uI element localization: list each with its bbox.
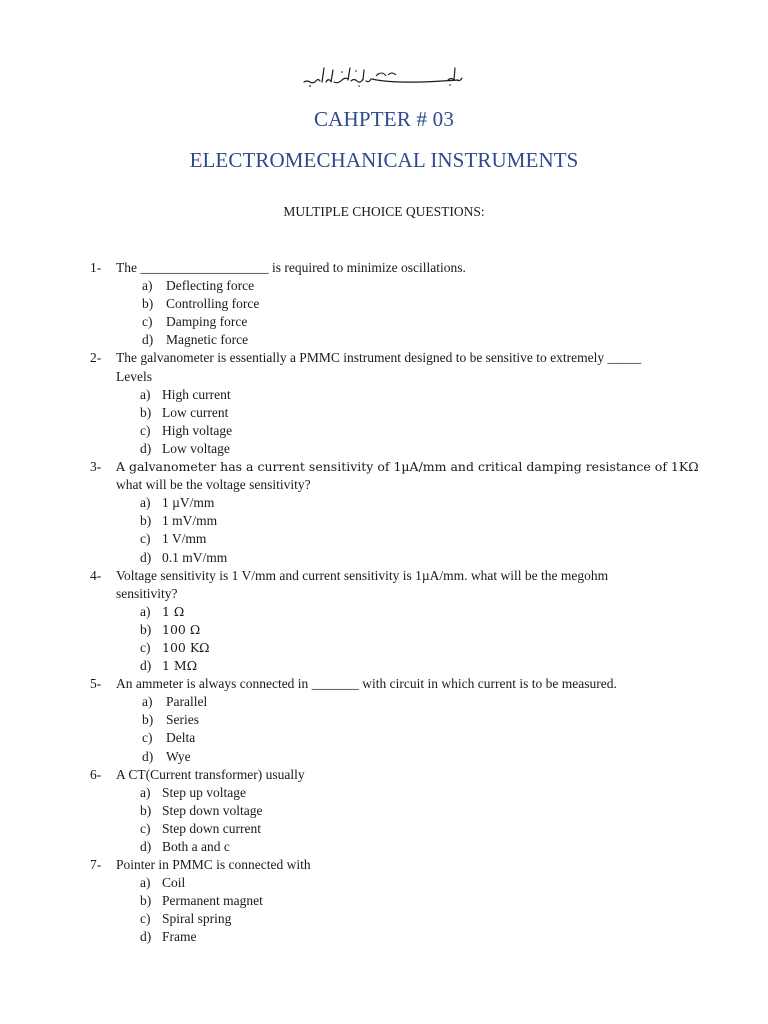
option-letter: d): [142, 332, 154, 348]
question-line: Pointer in PMMC is connected with: [116, 857, 311, 873]
option-letter: b): [142, 296, 154, 312]
question-item: [90, 458, 730, 567]
option-text: 100 KΩ: [162, 639, 210, 655]
answer-option: [90, 422, 730, 440]
answer-option: [90, 295, 730, 313]
question-number: 5-: [90, 676, 102, 692]
option-letter: d): [140, 440, 152, 456]
option-letter: b): [140, 621, 152, 637]
option-text: Controlling force: [166, 296, 260, 312]
question-text-continued: [90, 585, 730, 603]
answer-option: [90, 621, 730, 639]
answer-option: [90, 802, 730, 820]
question-text: [90, 675, 730, 693]
question-text: [90, 856, 730, 874]
question-text: [90, 259, 730, 277]
option-letter: a): [140, 386, 151, 402]
answer-option: [90, 386, 730, 404]
question-text-continued: [90, 368, 730, 386]
question-item: [90, 567, 730, 676]
option-text: Low current: [162, 404, 229, 420]
option-text: Deflecting force: [166, 278, 255, 294]
option-letter: c): [140, 422, 151, 438]
option-letter: a): [140, 495, 151, 511]
answer-option: [90, 711, 730, 729]
answer-option: [90, 404, 730, 422]
answer-option: [90, 530, 730, 548]
answer-option: [90, 657, 730, 675]
answer-option: [90, 748, 730, 766]
question-number: 1-: [90, 260, 102, 275]
question-item: [90, 259, 730, 349]
question-text: [90, 458, 730, 476]
option-letter: b): [140, 513, 152, 529]
answer-option: [90, 440, 730, 458]
question-line: A CT(Current transformer) usually: [116, 766, 305, 782]
answer-option: [90, 494, 730, 512]
option-text: Damping force: [166, 314, 248, 330]
question-text: [90, 766, 730, 784]
option-text: Delta: [166, 730, 196, 746]
option-letter: a): [142, 278, 153, 294]
question-line: An ammeter is always connected in _______ with circuit in which current is to be measured.: [116, 676, 617, 692]
option-text: Wye: [166, 748, 191, 764]
option-text: Step down current: [162, 820, 261, 836]
answer-option: [90, 693, 730, 711]
option-text: Magnetic force: [166, 332, 249, 348]
question-item: [90, 349, 730, 458]
answer-option: [90, 331, 730, 349]
answer-option: [90, 512, 730, 530]
basmala-calligraphy: [298, 62, 468, 92]
option-text: 0.1 mV/mm: [162, 549, 228, 565]
answer-option: [90, 892, 730, 910]
option-letter: d): [142, 748, 154, 764]
answer-option: [90, 820, 730, 838]
answer-option: [90, 910, 730, 928]
answer-option: [90, 874, 730, 892]
option-letter: d): [140, 549, 152, 565]
question-number: 7-: [90, 857, 102, 873]
question-line: Voltage sensitivity is 1 V/mm and current sensitivity is 1µA/mm. what will be the megohm: [116, 567, 609, 583]
option-text: High current: [162, 386, 231, 402]
question-line: The galvanometer is essentially a PMMC instrument designed to be sensitive to extremely _____: [116, 350, 642, 366]
question-item: [90, 675, 730, 765]
option-text: Parallel: [166, 694, 208, 710]
section-heading: MULTIPLE CHOICE QUESTIONS:: [283, 204, 485, 219]
option-text: Spiral spring: [162, 911, 232, 927]
option-text: 1 µV/mm: [162, 495, 215, 511]
option-letter: a): [140, 875, 151, 891]
option-letter: a): [140, 603, 151, 619]
option-text: 1 mV/mm: [162, 513, 218, 529]
question-text-continued: [90, 476, 730, 494]
option-letter: c): [140, 531, 151, 547]
option-letter: a): [140, 784, 151, 800]
option-text: Frame: [162, 929, 197, 945]
option-text: High voltage: [162, 422, 233, 438]
question-item: [90, 856, 730, 946]
chapter-title: ELECTROMECHANICAL INSTRUMENTS: [189, 148, 579, 172]
answer-option: [90, 313, 730, 331]
option-letter: d): [140, 839, 152, 854]
answer-option: [90, 549, 730, 567]
answer-option: [90, 277, 730, 295]
option-text: Low voltage: [162, 440, 230, 456]
option-letter: c): [140, 820, 151, 836]
option-text: 1 Ω: [162, 603, 185, 619]
question-text: [90, 567, 730, 585]
option-text: 1 V/mm: [162, 531, 207, 547]
option-letter: c): [142, 730, 153, 746]
option-text: Step up voltage: [162, 784, 246, 800]
option-letter: c): [140, 911, 151, 927]
question-text: [90, 349, 730, 367]
option-text: Coil: [162, 875, 186, 891]
answer-option: [90, 928, 730, 946]
option-letter: b): [142, 712, 154, 728]
answer-option: [90, 639, 730, 657]
question-line: what will be the voltage sensitivity?: [116, 477, 311, 493]
option-letter: a): [142, 694, 153, 710]
option-letter: b): [140, 802, 152, 818]
option-text: 100 Ω: [162, 621, 201, 637]
option-text: 1 MΩ: [162, 658, 198, 674]
question-number: 3-: [90, 459, 102, 475]
option-text: Series: [166, 712, 199, 728]
answer-option: [90, 838, 730, 856]
question-number: 4-: [90, 567, 102, 583]
chapter-number: CAHPTER # 03: [313, 107, 455, 131]
option-letter: c): [142, 314, 153, 330]
option-text: Step down voltage: [162, 802, 263, 818]
question-line: The ___________________ is required to minimize oscillations.: [116, 260, 466, 275]
question-number: 2-: [90, 350, 102, 366]
answer-option: [90, 729, 730, 747]
option-letter: b): [140, 893, 152, 909]
option-letter: b): [140, 404, 152, 420]
option-letter: d): [140, 929, 152, 945]
option-text: Both a and c: [162, 839, 230, 854]
option-text: Permanent magnet: [162, 893, 263, 909]
option-letter: d): [140, 658, 152, 674]
answer-option: [90, 603, 730, 621]
question-line: sensitivity?: [116, 585, 178, 601]
question-item: [90, 766, 730, 856]
question-list: [90, 259, 730, 947]
option-letter: c): [140, 639, 151, 655]
question-number: 6-: [90, 766, 102, 782]
question-line: Levels: [116, 368, 152, 384]
answer-option: [90, 784, 730, 802]
question-line: A galvanometer has a current sensitivity of 1µA/mm and critical damping resistance of 1KΩ: [116, 459, 699, 475]
